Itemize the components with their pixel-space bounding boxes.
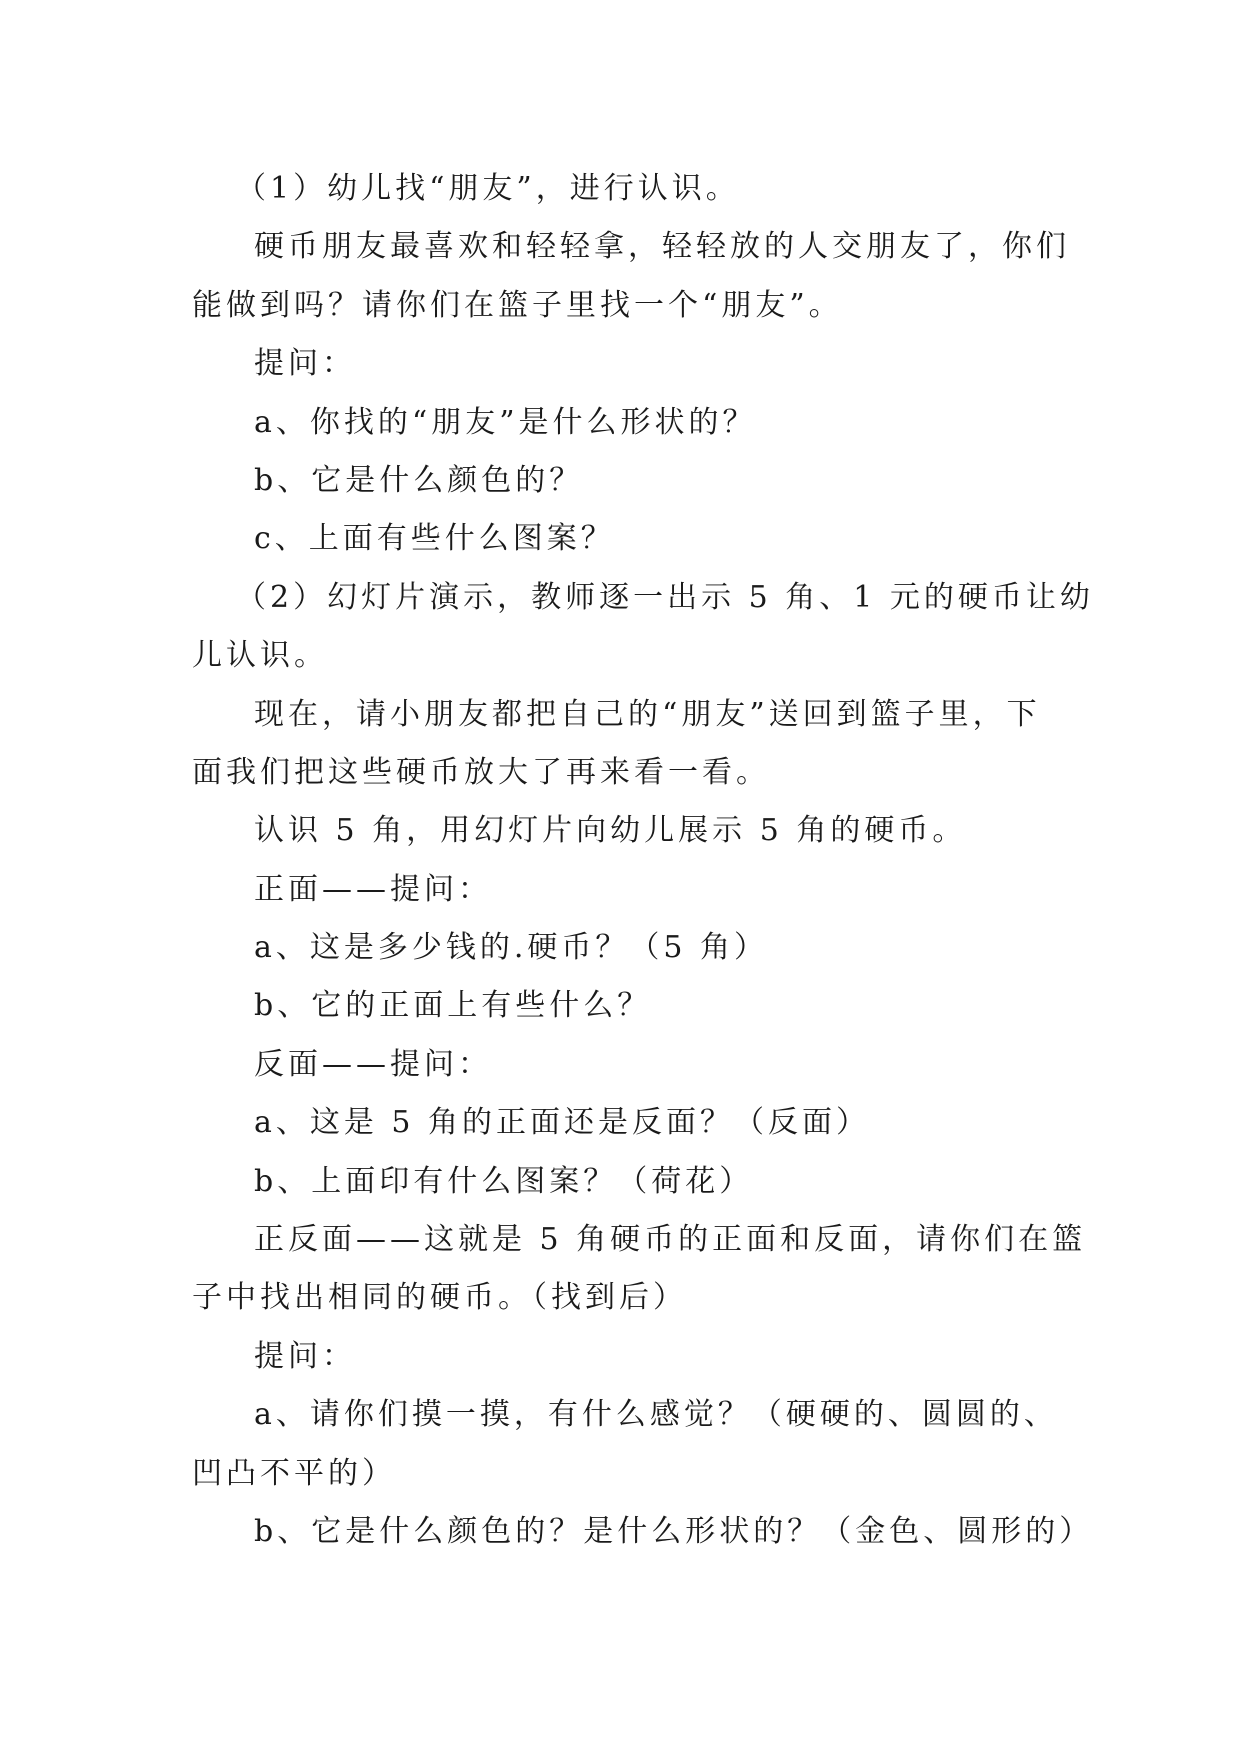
paragraph-line: a、你找的“朋友”是什么形状的？ <box>254 404 757 440</box>
paragraph-line: a、请你们摸一摸，有什么感觉？（硬硬的、圆圆的、 <box>254 1397 1058 1433</box>
paragraph-line: 子中找出相同的硬币。（找到后） <box>192 1280 687 1316</box>
paragraph-line: 儿认识。 <box>192 638 328 674</box>
paragraph-line: 硬币朋友最喜欢和轻轻拿，轻轻放的人交朋友了，你们 <box>254 229 1070 265</box>
paragraph-line: 提问： <box>254 346 356 382</box>
paragraph-line: 正面——提问： <box>254 871 492 907</box>
paragraph-line: b、上面印有什么图案？（荷花） <box>254 1163 754 1199</box>
paragraph-line: 能做到吗？请你们在篮子里找一个“朋友”。 <box>192 287 843 323</box>
paragraph-line: 正反面——这就是 5 角硬币的正面和反面，请你们在篮 <box>254 1222 1087 1258</box>
paragraph-line: 凹凸不平的） <box>192 1455 396 1491</box>
paragraph-line: 面我们把这些硬币放大了再来看一看。 <box>192 754 770 790</box>
paragraph-line: 提问： <box>254 1338 356 1374</box>
paragraph-line: c、上面有些什么图案？ <box>254 521 615 557</box>
paragraph-line: （2）幻灯片演示，教师逐一出示 5 角、1 元的硬币让幼 <box>236 579 1094 615</box>
paragraph-line: 认识 5 角，用幻灯片向幼儿展示 5 角的硬币。 <box>254 813 967 849</box>
paragraph-line: （1）幼儿找“朋友”，进行认识。 <box>236 171 740 206</box>
paragraph-line: b、它的正面上有些什么？ <box>254 988 652 1024</box>
paragraph-line: a、这是 5 角的正面还是反面？（反面） <box>254 1105 871 1141</box>
paragraph-line: b、它是什么颜色的？ <box>254 462 584 498</box>
paragraph-line: 反面——提问： <box>254 1046 492 1082</box>
paragraph-line: a、这是多少钱的.硬币？（5 角） <box>254 930 769 966</box>
document-body <box>192 160 1094 1561</box>
paragraph-line: b、它是什么颜色的？是什么形状的？（金色、圆形的） <box>254 1513 1094 1549</box>
paragraph-line: 现在，请小朋友都把自己的“朋友”送回到篮子里，下 <box>254 696 1041 732</box>
